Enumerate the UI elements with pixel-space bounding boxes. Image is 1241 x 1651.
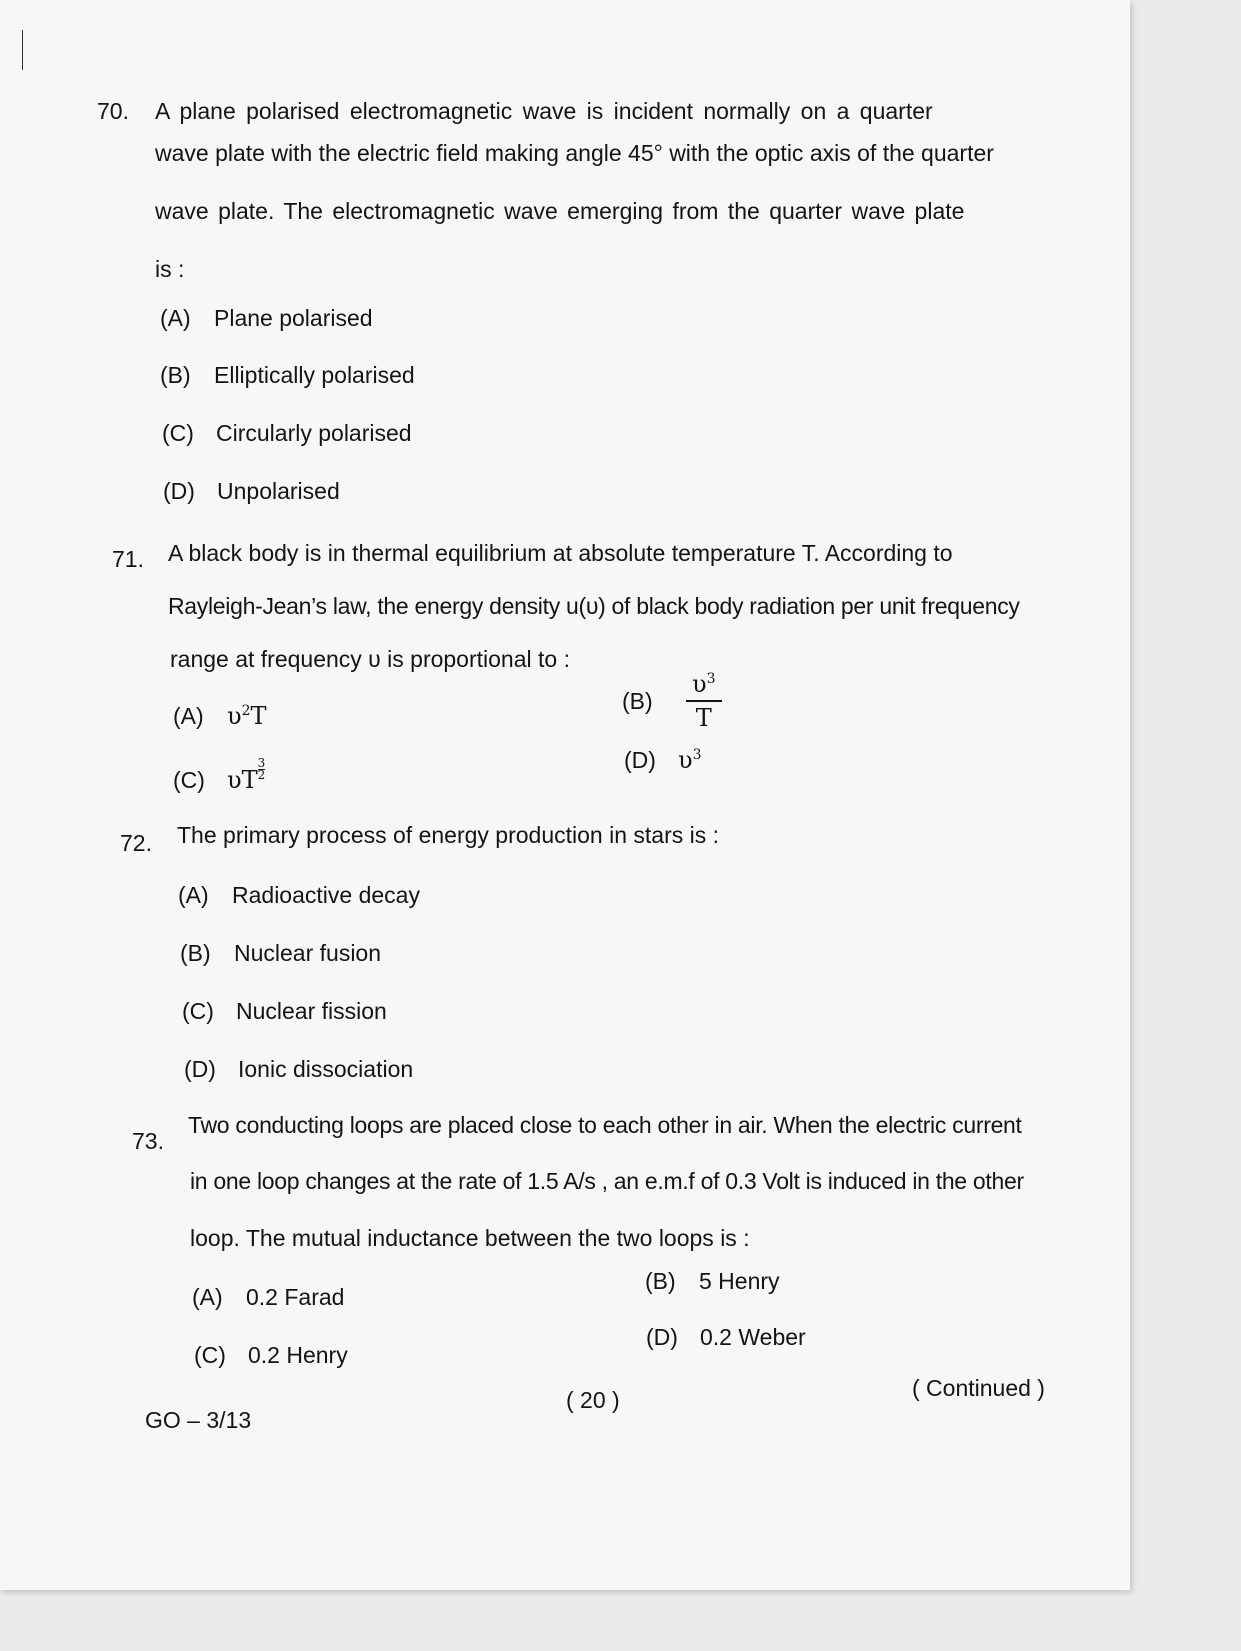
option-c[interactable]: [173, 758, 265, 794]
question-text-line: The primary process of energy production in stars is :: [177, 822, 720, 848]
option-text: Unpolarised: [217, 478, 340, 504]
question-text-line: Rayleigh-Jean’s law, the energy density u(υ) of black body radiation per unit frequency: [168, 593, 1020, 619]
option-text: 0.2 Henry: [248, 1342, 348, 1368]
option-text: Plane polarised: [214, 305, 373, 331]
option-a[interactable]: [173, 702, 267, 730]
option-label: (D): [184, 1056, 216, 1082]
option-c[interactable]: [194, 1342, 348, 1369]
option-a[interactable]: [192, 1284, 344, 1311]
option-d[interactable]: [163, 478, 340, 505]
question-number: 70.: [97, 98, 129, 124]
option-text: Radioactive decay: [232, 882, 420, 908]
option-expression: υT $\frac{3}{2}$: [227, 756, 266, 794]
option-label: (C): [173, 767, 205, 793]
option-label: (A): [178, 882, 209, 908]
question-text-line: A black body is in thermal equilibrium at absolute temperature T. According to: [168, 540, 953, 566]
option-label: (B): [160, 362, 191, 388]
question-text-line: is :: [155, 256, 185, 282]
option-label: (D): [163, 478, 195, 504]
option-text: 0.2 Farad: [246, 1284, 345, 1310]
option-text: Nuclear fusion: [234, 940, 382, 966]
option-label: (C): [182, 998, 214, 1024]
question-text-line: Two conducting loops are placed close to each other in air. When the electric current: [188, 1112, 1022, 1138]
option-text: Elliptically polarised: [214, 362, 415, 388]
option-a[interactable]: [160, 305, 373, 332]
page-number: ( 20 ): [566, 1387, 620, 1413]
question-number: 73.: [132, 1128, 164, 1154]
option-c[interactable]: [162, 420, 412, 447]
option-text: Ionic dissociation: [238, 1056, 414, 1082]
option-text: 0.2 Weber: [700, 1324, 806, 1350]
option-d[interactable]: [646, 1324, 806, 1351]
option-text: Nuclear fission: [236, 998, 387, 1024]
question-text-line: in one loop changes at the rate of 1.5 A/s , an e.m.f of 0.3 Volt is induced in the other: [190, 1168, 1024, 1194]
option-b[interactable]: [180, 940, 381, 967]
option-b[interactable]: [645, 1268, 780, 1295]
option-d[interactable]: [624, 746, 702, 774]
option-text: 5 Henry: [699, 1268, 780, 1294]
question-text-line: wave plate with the electric field making angle 45° with the optic axis of the quarter: [155, 140, 994, 166]
question-text-line: A plane polarised electromagnetic wave is incident normally on a quarter: [155, 98, 933, 124]
option-label: (B): [645, 1268, 676, 1294]
option-b[interactable]: [160, 362, 415, 389]
question-number: 71.: [112, 546, 144, 572]
option-expression: $\upsilon^3$: [678, 746, 702, 774]
question-text-line: wave plate. The electromagnetic wave emerging from the quarter wave plate: [155, 198, 965, 224]
option-expression: $\upsilon^2T$: [227, 702, 267, 730]
option-label: (C): [194, 1342, 226, 1368]
option-text: Circularly polarised: [216, 420, 412, 446]
paper-code: GO – 3/13: [145, 1407, 252, 1433]
fraction: $\frac{\upsilon^3}{T}$: [686, 670, 722, 732]
option-label: (D): [624, 747, 656, 773]
option-label: (A): [173, 703, 204, 729]
option-a[interactable]: [178, 882, 420, 909]
option-label: (B): [180, 940, 211, 966]
option-label: (C): [162, 420, 194, 446]
option-label: (B): [622, 687, 653, 714]
option-d[interactable]: [184, 1056, 413, 1083]
option-label: (A): [160, 305, 191, 331]
continued-label: ( Continued ): [912, 1375, 1045, 1401]
option-c[interactable]: [182, 998, 387, 1025]
question-text-line: range at frequency υ is proportional to :: [170, 646, 570, 672]
question-number: 72.: [120, 830, 152, 856]
option-b[interactable]: [622, 670, 722, 732]
question-text-line: loop. The mutual inductance between the two loops is :: [190, 1225, 750, 1251]
option-label: (A): [192, 1284, 223, 1310]
binding-mark: [22, 30, 23, 70]
option-label: (D): [646, 1324, 678, 1350]
